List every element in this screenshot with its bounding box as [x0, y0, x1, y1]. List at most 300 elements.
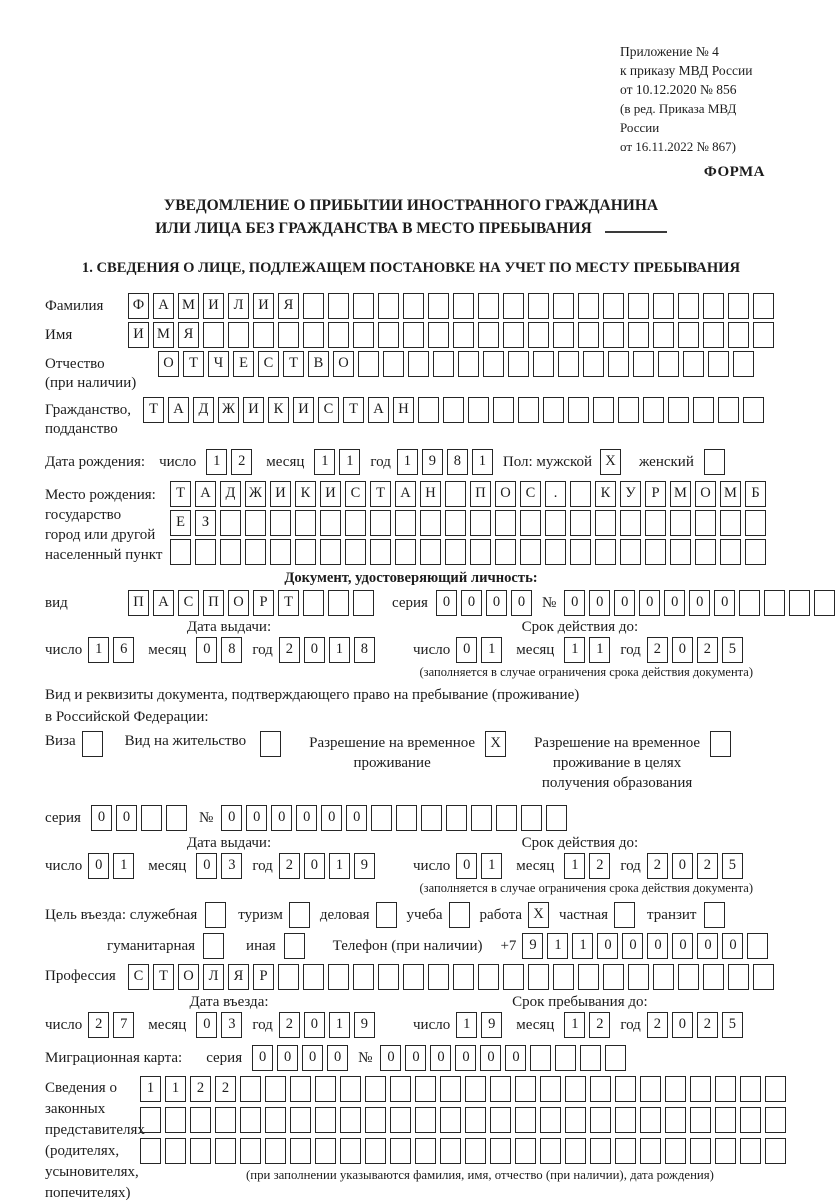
char-box [446, 805, 467, 831]
char-box [378, 293, 399, 319]
char-box [365, 1107, 386, 1133]
char-box: К [268, 397, 289, 423]
char-box: Ж [218, 397, 239, 423]
char-box: Б [745, 481, 766, 507]
char-box [403, 322, 424, 348]
temp-res-label-line1: Разрешение на временное [309, 735, 476, 751]
char-box: 1 [481, 637, 502, 663]
char-box: И [320, 481, 341, 507]
char-box [715, 1076, 736, 1102]
char-box [590, 1107, 611, 1133]
char-box: 0 [271, 805, 292, 831]
char-box: В [308, 351, 329, 377]
char-box [420, 539, 441, 565]
char-box [445, 481, 466, 507]
surname-row [45, 293, 777, 319]
char-box: 1 [564, 1012, 585, 1038]
resdoc-valid-day-boxes [456, 853, 506, 879]
char-box [245, 539, 266, 565]
doc-kind-boxes [128, 590, 378, 616]
char-box [553, 322, 574, 348]
char-box [170, 539, 191, 565]
char-box: 0 [664, 590, 685, 616]
char-box [618, 397, 639, 423]
char-box [190, 1107, 211, 1133]
char-box [690, 1107, 711, 1133]
char-box: 0 [196, 637, 217, 663]
char-box: 9 [354, 1012, 375, 1038]
surname-boxes [128, 293, 778, 319]
char-box: 0 [505, 1045, 526, 1071]
patronymic-boxes [158, 351, 758, 377]
char-box [670, 510, 691, 536]
char-box: Т [143, 397, 164, 423]
char-box [615, 1138, 636, 1164]
char-box [320, 539, 341, 565]
char-box [753, 964, 774, 990]
checkbox-purpose-humanitarian [203, 933, 228, 959]
form-title-line2-text: ИЛИ ЛИЦА БЕЗ ГРАЖДАНСТВА В МЕСТО ПРЕБЫВАНИЯ [155, 220, 592, 237]
char-box [345, 539, 366, 565]
number-label: № [541, 594, 557, 611]
char-box: 2 [279, 637, 300, 663]
char-box: 0 [116, 805, 137, 831]
char-box: 1 [329, 853, 350, 879]
char-box: 0 [511, 590, 532, 616]
char-box: 2 [190, 1076, 211, 1102]
char-box: 0 [327, 1045, 348, 1071]
char-box: 1 [140, 1076, 161, 1102]
char-box: Е [233, 351, 254, 377]
entry-day-boxes [88, 1012, 138, 1038]
patronymic-row [45, 351, 777, 393]
section1-heading: 1. СВЕДЕНИЯ О ЛИЦЕ, ПОДЛЕЖАЩЕМ ПОСТАНОВКЕ НА УЧЕТ ПО МЕСТУ ПРЕБЫВАНИЯ [81, 260, 741, 276]
char-box [220, 510, 241, 536]
char-box [396, 805, 417, 831]
char-box [695, 510, 716, 536]
profession-row [45, 964, 777, 990]
char-box [478, 964, 499, 990]
char-box [403, 293, 424, 319]
res-series-boxes [91, 805, 191, 831]
char-box: 6 [113, 637, 134, 663]
checkbox-box [376, 902, 397, 928]
month-label: месяц [266, 453, 305, 470]
char-box [668, 397, 689, 423]
purpose-humanitarian-label: гуманитарная [107, 937, 196, 954]
char-box: И [270, 481, 291, 507]
char-box: 0 [672, 933, 693, 959]
purpose-transit-label: транзит [647, 906, 697, 923]
char-box [140, 1107, 161, 1133]
char-box [490, 1138, 511, 1164]
char-box: Т [283, 351, 304, 377]
char-box [718, 397, 739, 423]
char-box [628, 322, 649, 348]
char-box [320, 510, 341, 536]
char-box [740, 1076, 761, 1102]
char-box [540, 1107, 561, 1133]
char-box [503, 964, 524, 990]
char-box: Ч [208, 351, 229, 377]
char-box [683, 351, 704, 377]
month-label: месяц [148, 857, 187, 874]
char-box: 0 [622, 933, 643, 959]
resdoc-valid-month-boxes [564, 853, 614, 879]
char-box [240, 1076, 261, 1102]
char-box [495, 539, 516, 565]
char-box: Т [278, 590, 299, 616]
temp-edu-label [534, 733, 700, 793]
char-box: М [153, 322, 174, 348]
citizenship-boxes [143, 397, 768, 423]
char-box [568, 397, 589, 423]
checkbox-box [205, 902, 226, 928]
stay-month-boxes [564, 1012, 614, 1038]
char-box: 9 [422, 449, 443, 475]
patronymic-label-line1: Отчество [45, 356, 105, 372]
representatives-row [45, 1076, 777, 1204]
char-box [603, 964, 624, 990]
representatives-label-line6: попечителях) [45, 1185, 131, 1201]
char-box: 0 [88, 853, 109, 879]
appendix-line: (в ред. Приказа МВД России [620, 101, 737, 135]
checkbox-purpose-private [614, 902, 639, 928]
temp-edu-label-line1: Разрешение на временное [534, 735, 701, 751]
char-box [640, 1138, 661, 1164]
char-box [678, 293, 699, 319]
iddoc-valid-group [413, 619, 747, 663]
representatives-label-line4: (родителях, [45, 1143, 120, 1159]
char-box: 1 [564, 637, 585, 663]
char-box [390, 1076, 411, 1102]
resdoc-issue-month-boxes [196, 853, 246, 879]
resdoc-issue-group [45, 835, 413, 879]
checkbox-residence-permit [260, 731, 285, 757]
char-box [720, 510, 741, 536]
entry-dates [45, 994, 777, 1038]
char-box: Т [343, 397, 364, 423]
series-label: серия [392, 594, 428, 611]
char-box [353, 293, 374, 319]
char-box [520, 510, 541, 536]
char-box: 1 [314, 449, 335, 475]
char-box [789, 590, 810, 616]
doc-series-boxes [436, 590, 536, 616]
char-box [465, 1138, 486, 1164]
char-box [546, 805, 567, 831]
char-box: 0 [196, 1012, 217, 1038]
char-box [465, 1107, 486, 1133]
checkbox-box [203, 933, 224, 959]
char-box: С [520, 481, 541, 507]
char-box [653, 293, 674, 319]
birth-month-boxes [314, 449, 364, 475]
char-box [653, 322, 674, 348]
humanitarian-phone-row [45, 933, 777, 959]
char-box: К [295, 481, 316, 507]
checkbox-box: X [528, 902, 549, 928]
char-box [495, 510, 516, 536]
resdoc-valid-year-boxes [647, 853, 747, 879]
iddoc-issue-month-boxes [196, 637, 246, 663]
appendix-line: от 10.12.2020 № 856 [620, 82, 737, 97]
char-box [545, 510, 566, 536]
migration-card-label: Миграционная карта: [45, 1049, 183, 1066]
name-boxes [128, 322, 778, 348]
char-box [328, 293, 349, 319]
char-box: 0 [697, 933, 718, 959]
char-box [515, 1107, 536, 1133]
char-box [665, 1107, 686, 1133]
char-box [270, 510, 291, 536]
char-box: 0 [461, 590, 482, 616]
char-box [528, 964, 549, 990]
char-box [515, 1076, 536, 1102]
char-box [270, 539, 291, 565]
char-box [420, 510, 441, 536]
purpose-row [45, 902, 777, 928]
checkbox-purpose-study [449, 902, 474, 928]
char-box: 1 [113, 853, 134, 879]
stay-until-label: Срок пребывания до: [512, 994, 648, 1010]
char-box: Т [153, 964, 174, 990]
char-box [458, 351, 479, 377]
phone-boxes [522, 933, 772, 959]
char-box: Е [170, 510, 191, 536]
char-box [465, 1076, 486, 1102]
char-box: 5 [722, 853, 743, 879]
char-box [383, 351, 404, 377]
char-box: Т [370, 481, 391, 507]
year-label: год [620, 857, 641, 874]
char-box: 1 [456, 1012, 477, 1038]
char-box: 0 [221, 805, 242, 831]
citizenship-label [45, 397, 143, 439]
month-label: месяц [148, 641, 187, 658]
purpose-other-label: иная [246, 937, 276, 954]
month-label: месяц [516, 857, 555, 874]
char-box [365, 1076, 386, 1102]
char-box: 0 [480, 1045, 501, 1071]
char-box [570, 539, 591, 565]
char-box: 0 [456, 637, 477, 663]
checkbox-box [704, 449, 725, 475]
char-box [303, 293, 324, 319]
checkbox-purpose-other [284, 933, 309, 959]
char-box: А [153, 590, 174, 616]
checkbox-box [284, 933, 305, 959]
char-box: 1 [329, 1012, 350, 1038]
month-label: месяц [516, 641, 555, 658]
char-box [645, 539, 666, 565]
char-box [390, 1138, 411, 1164]
char-box [303, 964, 324, 990]
checkbox-box [614, 902, 635, 928]
resdoc-issue-row [45, 853, 413, 879]
char-box: 2 [647, 853, 668, 879]
char-box: 0 [405, 1045, 426, 1071]
char-box [703, 322, 724, 348]
char-box [620, 510, 641, 536]
resdoc-valid-row [413, 853, 747, 879]
char-box [415, 1107, 436, 1133]
char-box: С [345, 481, 366, 507]
stay-year-boxes [647, 1012, 747, 1038]
day-label: число [413, 1016, 451, 1033]
char-box: А [168, 397, 189, 423]
char-box [553, 964, 574, 990]
resdoc-paragraph [45, 684, 777, 728]
forma-label: ФОРМА [703, 164, 765, 180]
char-box [443, 397, 464, 423]
char-box [470, 539, 491, 565]
char-box: Я [228, 964, 249, 990]
sex-female-checkbox [704, 449, 729, 475]
appendix-header [620, 42, 777, 156]
char-box [747, 933, 768, 959]
char-box [166, 805, 187, 831]
iddoc-heading: Документ, удостоверяющий личность: [284, 570, 538, 586]
residence-permit-label: Вид на жительство [124, 733, 247, 749]
purpose-private-label: частная [559, 906, 609, 923]
char-box [518, 397, 539, 423]
char-box [520, 539, 541, 565]
char-box [570, 510, 591, 536]
char-box: 1 [339, 449, 360, 475]
char-box [640, 1107, 661, 1133]
char-box: Ж [245, 481, 266, 507]
char-box [540, 1076, 561, 1102]
char-box [708, 351, 729, 377]
char-box: 0 [597, 933, 618, 959]
char-box [328, 964, 349, 990]
checkbox-purpose-work [528, 902, 553, 928]
kind-label: вид [45, 594, 68, 611]
char-box: 2 [215, 1076, 236, 1102]
char-box [628, 964, 649, 990]
iddoc-valid-month-boxes [564, 637, 614, 663]
purpose-work-label: работа [479, 906, 523, 923]
birthplace-label-line2: государство [45, 507, 122, 523]
char-box [678, 322, 699, 348]
char-box: А [395, 481, 416, 507]
char-box: 1 [572, 933, 593, 959]
char-box [739, 590, 760, 616]
char-box [733, 351, 754, 377]
char-box: 7 [113, 1012, 134, 1038]
char-box [245, 510, 266, 536]
char-box: О [495, 481, 516, 507]
temp-edu-label-line2: проживание в целях [552, 755, 682, 771]
form-title [45, 194, 777, 240]
citizenship-row [45, 397, 777, 439]
char-box: 0 [455, 1045, 476, 1071]
char-box: 0 [430, 1045, 451, 1071]
purpose-study-label: учеба [406, 906, 443, 923]
char-box [290, 1107, 311, 1133]
char-box: П [203, 590, 224, 616]
char-box: 2 [589, 1012, 610, 1038]
char-box [703, 293, 724, 319]
char-box [615, 1107, 636, 1133]
char-box [228, 322, 249, 348]
checkbox-box [449, 902, 470, 928]
checkbox-box [289, 902, 310, 928]
day-label: число [413, 857, 451, 874]
char-box [445, 539, 466, 565]
char-box [583, 351, 604, 377]
char-box [753, 322, 774, 348]
char-box [528, 293, 549, 319]
char-box: О [333, 351, 354, 377]
char-box [555, 1045, 576, 1071]
char-box [315, 1076, 336, 1102]
char-box [470, 510, 491, 536]
iddoc-issue-group [45, 619, 413, 663]
checkbox-purpose-official [205, 902, 230, 928]
char-box: А [195, 481, 216, 507]
char-box: 0 [589, 590, 610, 616]
char-box: 0 [672, 853, 693, 879]
char-box: 1 [88, 637, 109, 663]
char-box: Р [253, 590, 274, 616]
iddoc-issue-day-boxes [88, 637, 138, 663]
char-box [765, 1138, 786, 1164]
resdoc-issue-year-boxes [279, 853, 379, 879]
representatives-label-line5: усыновителях, [45, 1164, 139, 1180]
char-box: 0 [304, 1012, 325, 1038]
char-box: Л [228, 293, 249, 319]
char-box: 1 [589, 637, 610, 663]
month-label: месяц [148, 1016, 187, 1033]
char-box: Р [253, 964, 274, 990]
char-box [295, 539, 316, 565]
birthplace-label [45, 481, 170, 565]
profession-boxes [128, 964, 778, 990]
char-box [503, 322, 524, 348]
char-box [764, 590, 785, 616]
char-box [728, 964, 749, 990]
temp-res-label-line2: проживание [353, 755, 431, 771]
char-box: 0 [321, 805, 342, 831]
char-box [408, 351, 429, 377]
purpose-tourism-label: туризм [238, 906, 283, 923]
char-box [528, 322, 549, 348]
char-box: И [203, 293, 224, 319]
char-box [490, 1076, 511, 1102]
resdoc-issue-day-boxes [88, 853, 138, 879]
char-box [240, 1138, 261, 1164]
checkbox-visa [82, 731, 107, 757]
checkbox-box: X [485, 731, 506, 757]
char-box: О [158, 351, 179, 377]
char-box: Я [278, 293, 299, 319]
char-box [740, 1107, 761, 1133]
char-box: 0 [564, 590, 585, 616]
entry-month-boxes [196, 1012, 246, 1038]
birthplace-boxes [170, 481, 770, 568]
purpose-business-label: деловая [319, 906, 370, 923]
char-box [620, 539, 641, 565]
char-box: 0 [277, 1045, 298, 1071]
char-box [365, 1138, 386, 1164]
char-box [578, 322, 599, 348]
char-box [440, 1138, 461, 1164]
iddoc-kind-row [45, 590, 777, 616]
year-label: год [620, 1016, 641, 1033]
char-box: 0 [689, 590, 710, 616]
